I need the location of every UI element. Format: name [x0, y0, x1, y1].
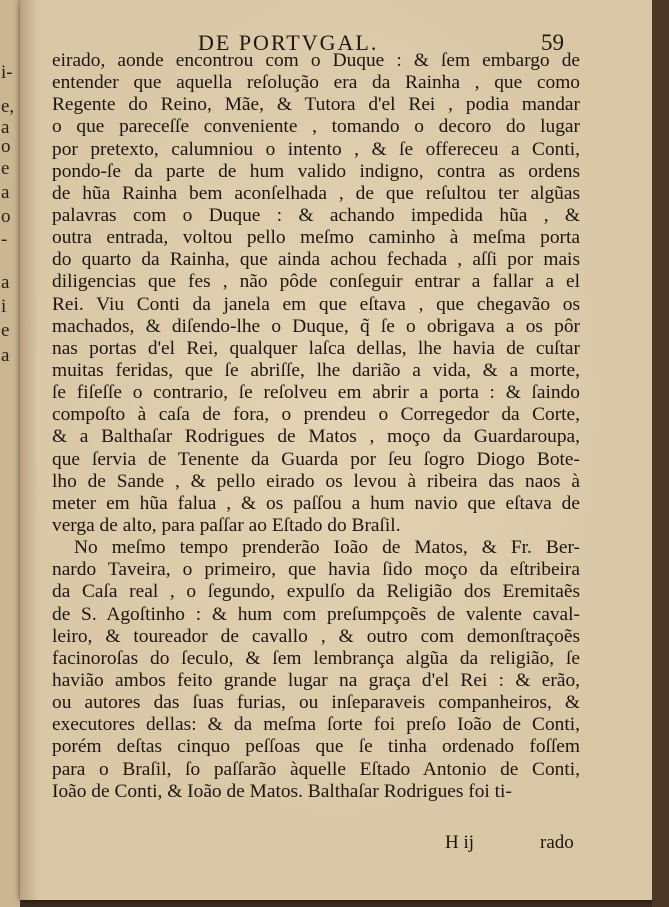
- text-line: de S. Agoſtinho : & hum com preſumpçoẽs de valente caval-: [52, 603, 580, 625]
- margin-fragment: a: [1, 272, 10, 293]
- text-line: para o Braſil, ſo paſſarão àquelle Eſtado Antonio de Conti,: [52, 758, 580, 780]
- text-line: ou autores das ſuas furias, ou inſeparaveis companheiros, &: [52, 692, 580, 714]
- margin-fragment: a: [1, 182, 10, 203]
- previous-page-margin: [0, 0, 20, 907]
- margin-fragment: i: [1, 296, 7, 317]
- margin-fragment: a: [1, 117, 10, 138]
- text-line: Regente do Reino, Mãe, & Tutora d'el Rei , podia mandar: [52, 94, 580, 116]
- text-line: executores dellas: & da meſma ſorte foi preſo Ioão de Conti,: [52, 714, 580, 736]
- book-edge: [652, 0, 669, 907]
- text-line: por pretexto, calumniou o intento , & ſe offereceu a Conti,: [52, 138, 580, 160]
- catchword: rado: [540, 832, 574, 853]
- body-text: [52, 50, 580, 803]
- margin-fragment: i-: [1, 62, 13, 83]
- book-page: [20, 0, 652, 900]
- text-line: havião ambos feito grande lugar na graça d'el Rei : & erão,: [52, 669, 580, 691]
- page-number: 59: [541, 30, 564, 55]
- text-line: verga de alto, para paſſar ao Eſtado do Braſil.: [52, 514, 401, 536]
- signature-mark: H ij: [445, 832, 475, 853]
- text-line: No meſmo tempo prenderão Ioão de Matos, & Fr. Ber-: [74, 537, 580, 559]
- text-line: pondo-ſe da parte de hum valido indigno, contra as ordens: [52, 160, 580, 182]
- margin-fragment: o: [1, 206, 11, 227]
- text-line: outra entrada, voltou pello meſmo caminho à meſma porta: [52, 227, 580, 249]
- text-line: leiro, & toureador de cavallo , & outro com demonſtraçoẽs: [52, 625, 580, 647]
- running-title: DE PORTVGAL.: [198, 30, 379, 55]
- text-line: do quarto da Rainha, que ainda achou fechada , aſſi por mais: [52, 249, 580, 271]
- text-line: nardo Taveira, o primeiro, que havia ſido moço da eſtribeira: [52, 559, 580, 581]
- text-line: machados, & diſendo-lhe o Duque, q̃ ſe o obrigava a os pôr: [52, 315, 580, 337]
- text-line: nas portas d'el Rei, qualquer laſca dellas, lhe havia de cuſtar: [52, 337, 580, 359]
- text-line: muitas feridas, que ſe abriſſe, lhe darião a vida, & a morte,: [52, 359, 580, 381]
- text-line: meter em hũa falua , & os paſſou a hum navio que eſtava de: [52, 492, 580, 514]
- text-line: que ſervia de Tenente da Guarda por ſeu ſogro Diogo Bote-: [52, 448, 580, 470]
- text-line: ſe fiſeſſe o contrario, ſe reſolveu em abrir a porta : & ſaindo: [52, 382, 580, 404]
- text-line: facinoroſas do ſeculo, & ſem lembrança algũa da religião, ſe: [52, 647, 580, 669]
- text-line: o que pareceſſe conveniente , tomando o decoro do lugar: [52, 116, 580, 138]
- margin-fragment: e: [1, 158, 10, 179]
- text-line: porém deſtas cinquo peſſoas que ſe tinha ordenado foſſem: [52, 736, 580, 758]
- text-line: entender que aquella reſolução era da Rainha , que como: [52, 72, 580, 94]
- text-line: & a Balthaſar Rodrigues de Matos , moço da Guardaroupa,: [52, 426, 580, 448]
- text-line: da Caſa real , o ſegundo, expulſo da Religião dos Eremitaẽs: [52, 581, 580, 603]
- text-line: Ioão de Conti, & Ioão de Matos. Balthaſar Rodrigues foi ti-: [52, 780, 512, 802]
- text-line: eirado, aonde encontrou com o Duque : & ſem embargo de: [52, 50, 580, 71]
- text-line: compoſto à caſa de fora, o prendeu o Corregedor da Corte,: [52, 404, 580, 426]
- text-line: Rei. Viu Conti da janela em que eſtava , que chegavão os: [52, 293, 580, 315]
- text-line: diligencias que fes , não pôde conſeguir entrar a fallar a el: [52, 271, 580, 293]
- text-line: lho de Sande , & pello eirado os levou à ribeira das naos à: [52, 470, 580, 492]
- margin-fragment: e: [1, 320, 10, 341]
- text-line: palavras com o Duque : & achando impedida hũa , &: [52, 204, 580, 226]
- margin-fragment: a: [1, 345, 10, 366]
- margin-fragment: o: [1, 136, 11, 157]
- text-line: de hũa Rainha bem aconſelhada , de que reſultou ter algũas: [52, 182, 580, 204]
- margin-fragment: e,: [1, 96, 15, 117]
- margin-fragment: -: [1, 229, 8, 250]
